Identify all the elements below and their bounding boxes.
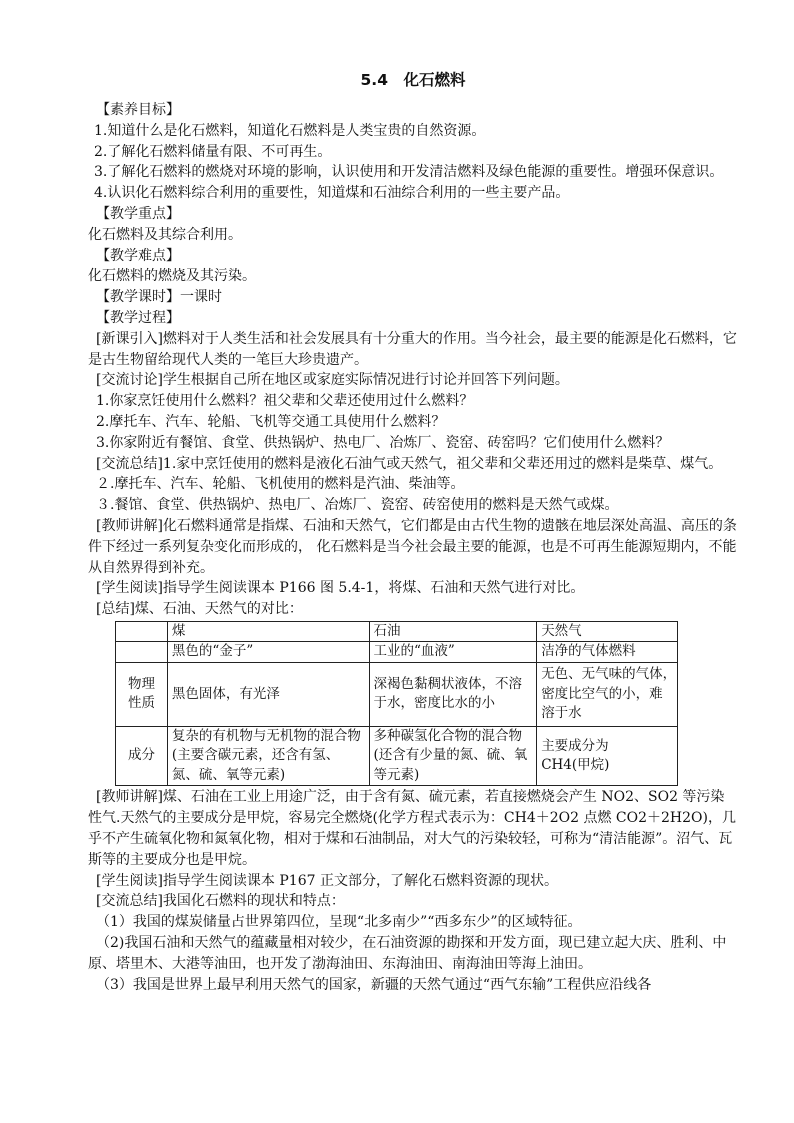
document-page: [88, 68, 738, 995]
table-row-label: 物理 性质: [116, 662, 168, 726]
goal-item-1: 1.知道什么是化石燃料，知道化石燃料是人类宝贵的自然资源。: [94, 122, 486, 139]
student-reading-2: [学生阅读]指导学生阅读课本 P167 正文部分，了解化石燃料资源的现状。: [96, 872, 558, 889]
summary2-item-3: （3）我国是世界上最早利用天然气的国家，新疆的天然气通过“西气东输”工程供应沿线各: [96, 976, 652, 993]
table-cell: 工业的“血液”: [369, 642, 537, 663]
table-row-label: [116, 642, 168, 663]
table-cell: 黑色的“金子”: [167, 642, 369, 663]
student-reading-1: [学生阅读]指导学生阅读课本 P166 图 5.4-1，将煤、石油和天然气进行对比。: [96, 580, 585, 597]
goal-item-4: 4.认识化石燃料综合利用的重要性，知道煤和石油综合利用的一些主要产品。: [94, 185, 570, 202]
table-cell: 黑色固体，有光泽: [167, 662, 369, 726]
table-row: [116, 662, 678, 726]
table-header-cell: 石油: [369, 621, 537, 642]
difficulty-text: 化石燃料的燃烧及其污染。: [88, 268, 256, 285]
hours-line: 【教学课时】一课时: [96, 289, 222, 306]
key-point-text: 化石燃料及其综合利用。: [88, 226, 242, 243]
page-title: 5.4 化石燃料: [360, 71, 466, 89]
table-header-row: [116, 621, 678, 642]
table-cell: 无色、无气味的气体， 密度比空气的小，难溶于水: [537, 662, 678, 726]
process-heading: 【教学过程】: [96, 309, 180, 326]
table-row: [116, 642, 678, 663]
discussion-lead: [交流讨论]学生根据自己所在地区或家庭实际情况进行讨论并回答下列问题。: [96, 372, 569, 389]
teacher-explanation-2: [教师讲解]煤、石油在工业上用途广泛，由于含有氮、硫元素，若直接燃烧会产生 NO2、SO2 等污染性气.天然气的主要成分是甲烷，容易完全燃烧(化学方程式表示为：CH4＋2O2 点燃 CO2＋2H2O)，几乎不产生硫氧化物和氮氧化物，相对于煤和石油制品，对大气的污染较轻，可称为“清洁能源”。沼气、瓦斯等的主要成分也是甲烷。: [88, 789, 736, 868]
table-header-cell: 天然气: [537, 621, 678, 642]
discussion-question-2: 2.摩托车、汽车、轮船、飞机等交通工具使用什么燃料？: [96, 413, 446, 430]
table-cell: 多种碳氢化合物的混合物(还含有少量的氮、硫、氧等元素): [369, 726, 537, 786]
summary1-item-2: ２.摩托车、汽车、轮船、飞机使用的燃料是汽油、柴油等。: [96, 476, 465, 493]
table-cell: 复杂的有机物与无机物的混合物(主要含碳元素，还含有氢、氮、硫、氧等元素): [167, 726, 369, 786]
teacher-explanation-1: [教师讲解]化石燃料通常是指煤、石油和天然气，它们都是由古代生物的遗骸在地层深处高温、高压的条件下经过一系列复杂变化而形成的， 化石燃料是当今社会最主要的能源，也是不可再生能源短期内，不能从自然界得到补充。: [88, 517, 737, 576]
table-header-cell: 煤: [167, 621, 369, 642]
summary1-lead: [交流总结]1.家中烹饪使用的燃料是液化石油气或天然气，祖父辈和父辈还用过的燃料是柴草、煤气。: [96, 455, 723, 472]
key-point-heading: 【教学重点】: [96, 205, 180, 222]
goals-heading: 【素养目标】: [96, 102, 180, 118]
table-row: [116, 726, 678, 786]
goal-item-2: 2.了解化石燃料储量有限、不可再生。: [94, 143, 332, 160]
table-lead: [总结]煤、石油、天然气的对比：: [96, 601, 303, 618]
intro-paragraph: [新课引入]燃料对于人类生活和社会发展具有十分重大的作用。当今社会，最主要的能源是化石燃料，它是古生物留给现代人类的一笔巨大珍贵遗产。: [88, 330, 737, 368]
discussion-question-3: 3.你家附近有餐馆、食堂、供热锅炉、热电厂、冶炼厂、瓷窑、砖窑吗？它们使用什么燃料？: [96, 434, 670, 451]
table-row-label: 成分: [116, 726, 168, 786]
table-cell: 深褐色黏稠状液体，不溶于水，密度比水的小: [369, 662, 537, 726]
summary1-item-3: ３.餐馆、食堂、供热锅炉、热电厂、冶炼厂、瓷窑、砖窑使用的燃料是天然气或煤。: [96, 497, 619, 514]
table-cell: 洁净的气体燃料: [537, 642, 678, 663]
discussion-question-1: 1.你家烹饪使用什么燃料？祖父辈和父辈还使用过什么燃料？: [96, 393, 474, 410]
summary2-lead: [交流总结]我国化石燃料的现状和特点：: [96, 893, 345, 910]
summary2-item-2: （2)我国石油和天然气的蕴藏量相对较少，在石油资源的勘探和开发方面，现已建立起大庆、胜利、中原、塔里木、大港等油田，也开发了渤海油田、东海油田、南海油田等海上油田。: [88, 935, 727, 972]
comparison-table: [115, 621, 683, 787]
difficulty-heading: 【教学难点】: [96, 247, 180, 264]
table-cell: 主要成分为 CH4(甲烷): [537, 726, 678, 786]
table-header-cell: [116, 621, 168, 642]
summary2-item-1: （1）我国的煤炭储量占世界第四位，呈现“北多南少”“西多东少”的区域特征。: [96, 914, 582, 931]
goal-item-3: 3.了解化石燃料的燃烧对环境的影响，认识使用和开发清洁燃料及绿色能源的重要性。增强环保意识。: [94, 164, 724, 181]
